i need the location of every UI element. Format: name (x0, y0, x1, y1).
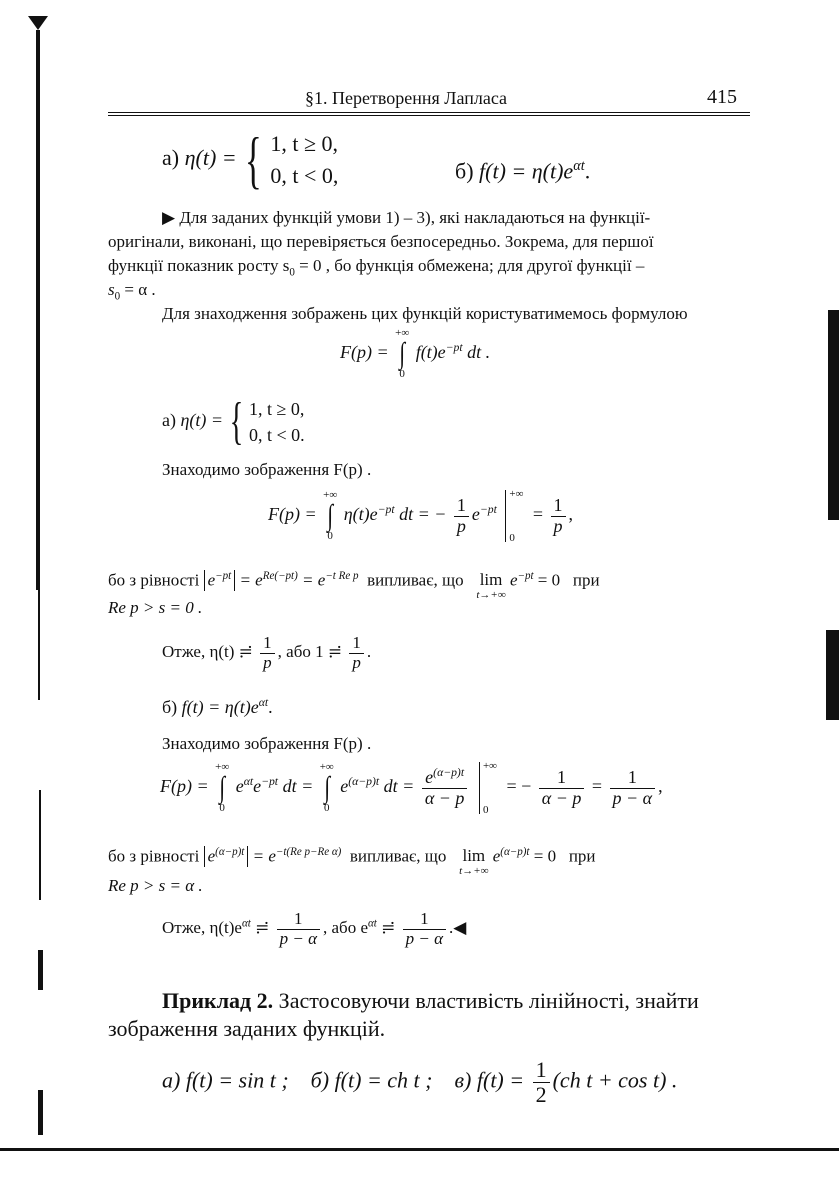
e: e (207, 846, 216, 866)
exponent: αt (243, 775, 254, 789)
header-rule (108, 112, 750, 113)
because-1 (108, 570, 600, 601)
numerator: 1 (533, 1058, 550, 1083)
end: , (658, 776, 663, 797)
eta-lhs: η(t) = (180, 410, 224, 431)
upper-limit: +∞ (323, 489, 338, 501)
text: s (108, 280, 115, 299)
left-margin-fragment (38, 590, 40, 700)
equals: = (532, 504, 544, 525)
numerator: 1 (349, 634, 364, 654)
upper-limit: +∞ (395, 327, 410, 339)
fraction (349, 634, 364, 672)
differential: dt = − (399, 504, 447, 525)
upper-limit: +∞ (215, 761, 230, 773)
relation: ≓ (255, 918, 270, 938)
laplace-formula (340, 328, 490, 380)
modulus (204, 846, 249, 867)
text: випливає, що (367, 570, 464, 590)
equals: = (591, 776, 603, 797)
denominator: p (553, 515, 563, 536)
lower-limit: 0 (327, 530, 333, 542)
exponent: αt (241, 917, 251, 930)
eta-lhs: η(t) = (184, 145, 237, 171)
exponent: Re(−pt) (262, 570, 298, 582)
exponent: −pt (215, 570, 232, 582)
para1-line3: функції показник росту $s_0 = 0$ , бо функція обмежена; для другої функції – (108, 256, 645, 279)
piecewise-eta (162, 124, 339, 195)
para2: Для знаходження зображень цих функцій користуватимемось формулою (162, 304, 688, 323)
lim-sub: t→+∞ (476, 589, 506, 601)
item-a: а) f(t) = sin t ; (162, 1067, 289, 1093)
integral-2: +∞ ∫ 0 (319, 761, 334, 814)
item-label: б) (455, 158, 474, 184)
numerator: 1 (610, 768, 656, 789)
e: e (253, 776, 262, 797)
find-image-1: Знаходимо зображення F(p) . (162, 460, 372, 479)
text: Застосовуючи властивість лінійності, знайти (273, 988, 699, 1013)
differential: dt = (383, 776, 415, 797)
condition-1: Re p > s = 0 . (108, 598, 203, 617)
exponent: −t Re p (325, 570, 359, 582)
fraction (610, 768, 656, 809)
denominator: p − α (279, 928, 317, 948)
left-margin-fragment-2 (39, 790, 41, 900)
item-label: а) (162, 410, 176, 431)
cases (249, 396, 305, 448)
header-rule-2 (108, 115, 750, 116)
right-margin-bar (828, 310, 839, 520)
text: при (572, 570, 600, 590)
end: . (366, 642, 372, 662)
numerator: 1 (539, 768, 585, 789)
left-margin-mark-2 (38, 1090, 43, 1135)
because-2 (108, 846, 596, 877)
exponent: −pt (445, 341, 463, 355)
numerator: 1 (551, 496, 566, 517)
numerator (422, 767, 468, 789)
denominator: p (456, 515, 466, 536)
differential: dt = (282, 776, 314, 797)
integrand: f(t)e (415, 342, 446, 363)
bottom-edge-line (0, 1148, 839, 1151)
example-2-items (162, 1058, 677, 1107)
numerator: 1 (454, 496, 469, 517)
exponent: (α−p)t (500, 846, 530, 858)
running-header: §1. Перетворення Лапласа (305, 88, 508, 108)
e: e (340, 776, 349, 797)
text: при (568, 846, 596, 866)
equation-1 (268, 490, 573, 542)
exponent: (α−p)t (348, 775, 380, 789)
piecewise-eta-2 (162, 393, 305, 451)
equals-e: = e (252, 846, 276, 866)
end: , (568, 504, 574, 525)
function-b (455, 158, 590, 184)
exponent: αt (368, 917, 377, 930)
exponent: −pt (261, 775, 279, 789)
text: функції показник росту s (108, 256, 290, 275)
evaluation-bar (479, 762, 502, 814)
lower-limit: 0 (219, 802, 225, 814)
fraction (539, 768, 585, 809)
value: = 0 (537, 570, 561, 590)
fraction (260, 634, 275, 672)
limit (476, 570, 505, 601)
example-2-line2: зображення заданих функцій. (108, 1016, 386, 1041)
exponent: (α−p)t (215, 846, 245, 858)
text: Отже, η(t)e (162, 918, 242, 938)
integral: +∞ ∫ 0 (323, 489, 338, 542)
numerator: 1 (260, 634, 275, 654)
equals-e: = e (302, 570, 326, 590)
case-1: 1, t ≥ 0, (270, 131, 339, 157)
case-2: 0, t < 0, (270, 163, 339, 188)
denominator: p (352, 652, 361, 672)
differential: dt . (467, 342, 491, 363)
exponent: (α−p)t (433, 766, 465, 780)
text: = 0 , бо функція обмежена; для другої функції – (294, 256, 645, 275)
fraction (403, 910, 446, 948)
condition-2: Re p > s = α . (108, 876, 203, 895)
item-b: б) f(t) = ch t ; (310, 1067, 433, 1093)
eval-lower: 0 (509, 532, 515, 544)
function-b-2 (162, 696, 273, 718)
item-label: а) (162, 145, 180, 171)
equals-e: = e (239, 570, 263, 590)
exponent: −pt (479, 503, 497, 517)
item-c: в) f(t) = (454, 1067, 525, 1093)
denominator: α − p (424, 788, 465, 808)
eval-lower: 0 (482, 804, 489, 816)
para1-line4: $s_0 = \alpha$ . (108, 280, 156, 303)
expr: f(t) = η(t)e (479, 158, 574, 184)
e: e (492, 846, 501, 866)
exponent: −pt (377, 503, 395, 517)
e: e (207, 570, 216, 590)
relation: ≓ (381, 918, 396, 938)
denominator: p (263, 652, 272, 672)
lhs: F(p) = (268, 504, 317, 525)
lhs: F(p) = (160, 776, 209, 797)
text: випливає, що (349, 846, 447, 866)
right-margin-bar-2 (826, 630, 839, 720)
equals: = − (506, 776, 532, 797)
eval-upper: +∞ (509, 488, 524, 500)
page-number: 415 (707, 86, 737, 108)
fraction (454, 496, 469, 537)
fraction (277, 910, 320, 948)
example-2-line1 (162, 988, 699, 1014)
equation-2 (160, 762, 663, 814)
thus-1 (162, 634, 371, 672)
e: e (509, 570, 518, 590)
integrand: η(t)e (343, 504, 378, 525)
lim: lim (479, 570, 503, 589)
thus-2 (162, 910, 466, 948)
end: .◀ (449, 918, 467, 938)
exponent: −pt (517, 570, 534, 582)
left-margin-line (36, 30, 40, 590)
fraction (533, 1058, 550, 1107)
expr: f(t) = η(t)e (181, 697, 259, 717)
denominator: α − p (541, 787, 582, 808)
integral: +∞ ∫ 0 (215, 761, 230, 814)
integral: +∞ ∫ 0 (395, 327, 410, 380)
left-margin-mark (38, 950, 43, 990)
modulus (204, 570, 236, 591)
lim-sub: t→+∞ (459, 865, 489, 877)
item-label: б) (162, 697, 178, 717)
numerator: 1 (403, 910, 446, 930)
eval-upper: +∞ (482, 760, 497, 772)
numerator: 1 (277, 910, 320, 930)
lim: lim (462, 846, 486, 865)
case-1: 1, t ≥ 0, (249, 399, 305, 419)
exp: αt (573, 158, 585, 174)
end: . (584, 158, 591, 184)
exponent: −t(Re p−Re α) (275, 846, 342, 858)
text: = α . (120, 280, 156, 299)
case-2: 0, t < 0. (249, 425, 305, 446)
fraction (422, 767, 468, 809)
text: , або e (323, 918, 368, 938)
text: бо з рівності (108, 570, 200, 590)
lower-limit: 0 (399, 368, 405, 380)
lhs: F(p) = (340, 342, 389, 363)
brace: { (229, 393, 243, 451)
e: e (425, 767, 434, 788)
end: . (268, 697, 273, 717)
left-margin-line-top (28, 16, 48, 30)
exp: αt (258, 696, 269, 709)
denominator: p − α (405, 928, 444, 948)
lower-limit: 0 (323, 802, 330, 814)
para1-line1: ▶ Для заданих функцій умови 1) – 3), які накладаються на функції- (162, 208, 651, 227)
denominator: p − α (612, 787, 653, 808)
find-image-2: Знаходимо зображення F(p) . (162, 734, 372, 753)
evaluation-bar (505, 490, 528, 542)
example-heading: Приклад 2. (162, 988, 274, 1013)
value: = 0 (533, 846, 557, 866)
fraction (551, 496, 566, 537)
cases (270, 128, 338, 192)
upper-limit: +∞ (319, 761, 334, 773)
limit (459, 846, 488, 877)
para1-line2: оригінали, виконані, що перевіряється безпосередньо. Зокрема, для першої (108, 232, 654, 251)
text: , або 1 ≓ (277, 642, 343, 662)
brace: { (245, 124, 262, 195)
text: Отже, η(t) ≓ (162, 642, 253, 662)
e: e (235, 776, 244, 797)
text: бо з рівності (108, 846, 200, 866)
e: e (471, 504, 480, 525)
denominator: 2 (535, 1082, 547, 1108)
item-c-tail: (ch t + cos t) . (552, 1067, 678, 1093)
